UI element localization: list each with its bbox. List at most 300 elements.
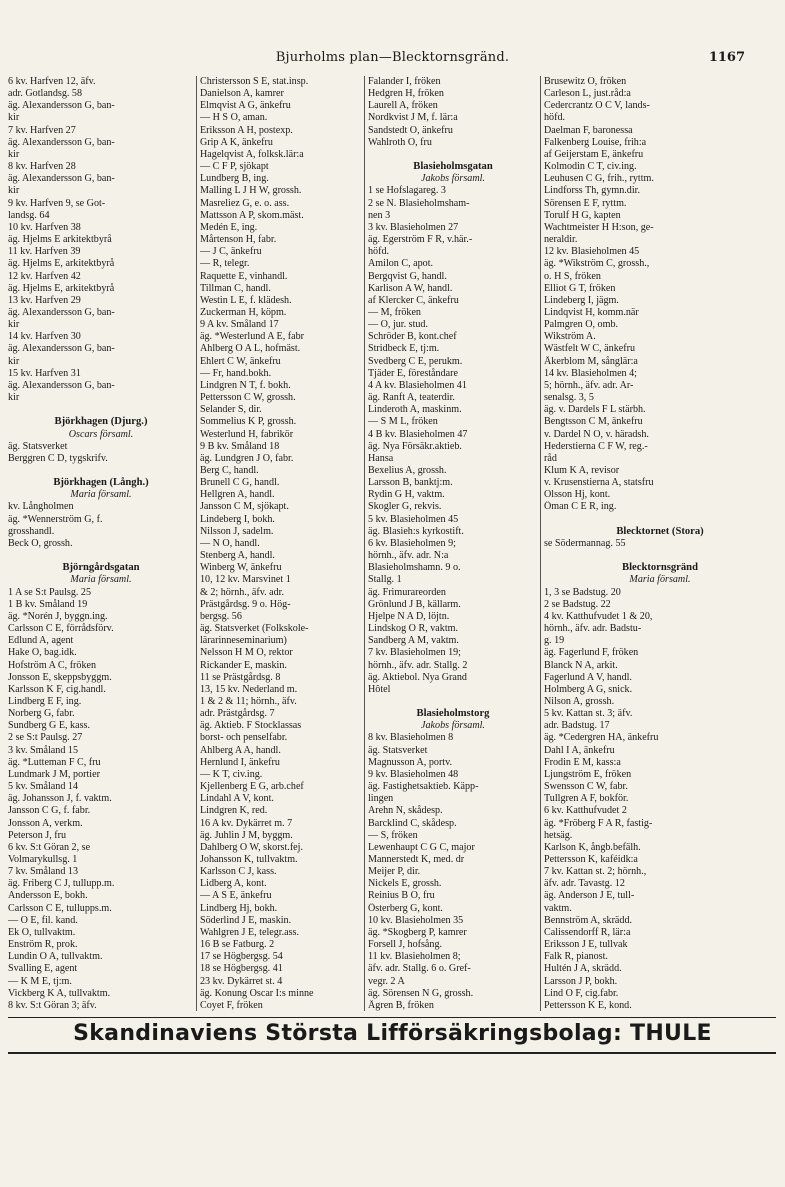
directory-entry: Stenberg A, handl. xyxy=(200,550,275,562)
directory-entry: Karlsson K F, cig.handl. xyxy=(8,683,106,695)
directory-entry: 2 se Badstug. 22 xyxy=(544,598,611,610)
directory-entry: Enström R, prok. xyxy=(8,939,78,951)
directory-entry: äg. *Wennerström G, f. xyxy=(8,513,103,525)
directory-entry: Lewenhaupt C G C, major xyxy=(368,841,475,853)
page-number: 1167 xyxy=(708,50,745,65)
directory-entry: Wahlgren J E, telegr.ass. xyxy=(200,926,299,938)
directory-entry: Beck O, grossh. xyxy=(8,537,73,549)
directory-entry: Hedgren H, fröken xyxy=(368,88,444,100)
directory-entry: Berg C, handl. xyxy=(200,465,259,476)
directory-entry: äg. Fastighetsaktieb. Käpp- xyxy=(368,781,479,793)
directory-entry: 8 kv. S:t Göran 3; äfv. xyxy=(8,999,97,1011)
parish-label: Oscars församl. xyxy=(68,428,134,440)
directory-entry: Hederstierna C F W, reg.- xyxy=(544,440,648,452)
directory-entry: — K T, civ.ing. xyxy=(200,768,263,780)
directory-entry: 1, 3 se Badstug. 20 xyxy=(544,586,621,598)
directory-column-3 xyxy=(368,76,538,1011)
directory-entry: äg. *Lutteman F C, fru xyxy=(8,756,101,768)
directory-entry: Stallg. 1 xyxy=(368,574,402,586)
directory-entry: 1 A se S:t Paulsg. 25 xyxy=(8,586,92,598)
directory-entry: äg. Alexandersson G, ban- xyxy=(8,306,115,318)
directory-entry: Sörensen E F, ryttm. xyxy=(544,197,627,209)
directory-entry: nen 3 xyxy=(368,209,391,221)
directory-entry: äg. Statsverket (Folkskole- xyxy=(200,623,309,635)
directory-entry: Hagelqvist A, folksk.lär:a xyxy=(200,148,304,160)
directory-entry: Holmberg A G, snick. xyxy=(544,683,633,695)
directory-entry: Swensson C W, fabr. xyxy=(544,781,628,793)
directory-entry: Lundberg B, ing. xyxy=(200,173,269,185)
directory-entry: neraldir. xyxy=(544,234,578,246)
directory-entry: vaktm. xyxy=(544,902,572,914)
directory-entry: 4 kv. Katthufvudet 1 & 20, xyxy=(544,610,653,622)
parish-label: Jakobs församl. xyxy=(421,720,485,732)
directory-entry: Arehn N, skådesp. xyxy=(368,805,443,817)
directory-entry: Pettersson C W, grossh. xyxy=(200,392,296,404)
directory-entry: 8 kv. Harfven 28 xyxy=(8,161,76,173)
directory-entry: Tullgren A F, bokför. xyxy=(544,793,629,805)
street-heading: Blecktornsgränd xyxy=(622,562,698,574)
directory-entry: Magnusson A, portv. xyxy=(368,756,453,768)
directory-entry: 9 B kv. Småland 18 xyxy=(200,440,280,452)
directory-entry: 6 kv. Harfven 12, äfv. xyxy=(8,76,96,87)
directory-entry: äg. Hjelms E arkitektbyrå xyxy=(8,234,112,246)
directory-entry: Tjäder E, föreståndare xyxy=(368,367,458,379)
directory-entry: bergsg. 56 xyxy=(200,610,242,622)
directory-entry: Jonsson E, skeppsbyggm. xyxy=(8,671,112,683)
directory-entry: kir xyxy=(8,148,20,160)
directory-entry: Rydin G H, vaktm. xyxy=(368,489,445,501)
directory-entry: Danielson A, kamrer xyxy=(200,88,284,100)
directory-entry: 11 kv. Blasieholmen 8; xyxy=(368,951,461,963)
directory-columns xyxy=(0,76,785,1011)
directory-entry: äg. *Norén J, byggn.ing. xyxy=(8,610,108,622)
directory-entry: 1 & 2 & 11; hörnh., äfv. xyxy=(200,695,297,707)
directory-entry: Olsson Hj, kont. xyxy=(544,489,611,501)
directory-entry: Mannerstedt K, med. dr xyxy=(368,854,465,865)
directory-entry: Meijer P, dir. xyxy=(368,866,421,878)
directory-entry: vegr. 2 A xyxy=(368,975,405,987)
directory-entry: 4 B kv. Blasieholmen 47 xyxy=(368,428,468,440)
advertisement-rule-bottom xyxy=(8,1052,776,1054)
directory-entry: 3 kv. Blasieholmen 27 xyxy=(368,221,459,233)
directory-entry: lingen xyxy=(368,793,394,805)
directory-entry: 9 A kv. Småland 17 xyxy=(200,319,279,331)
directory-entry: höfd. xyxy=(544,112,566,124)
directory-entry: Schröder B, kont.chef xyxy=(368,331,457,343)
directory-entry: 5 kv. Kattan st. 3; äfv. xyxy=(544,708,633,720)
directory-entry: Forsell J, hofsång. xyxy=(368,939,443,951)
directory-entry: Öman C E R, ing. xyxy=(544,501,617,513)
directory-entry: Pettersson K, kaféidk:a xyxy=(544,854,638,865)
directory-entry xyxy=(368,696,538,708)
directory-entry: Lindqvist H, komm.när xyxy=(544,306,639,318)
directory-entry: äg. Aktiebol. Nya Grand xyxy=(368,671,467,683)
directory-entry xyxy=(8,550,194,562)
directory-entry: Jonsson A, verkm. xyxy=(8,817,83,829)
directory-entry: hörnh., äfv. adr. Stallg. 2 xyxy=(368,659,468,671)
directory-entry: Kjellenberg E G, arb.chef xyxy=(200,781,304,793)
directory-entry: äfv. adr. Stallg. 6 o. Gref- xyxy=(368,963,471,975)
directory-entry: — S, fröken xyxy=(368,829,418,841)
column-divider xyxy=(196,76,197,1011)
directory-entry: äg. Alexandersson G, ban- xyxy=(8,343,115,355)
directory-entry: Coyet F, fröken xyxy=(200,999,263,1011)
directory-entry: äg. Hjelms E, arkitektbyrå xyxy=(8,282,115,294)
directory-entry: Bengtsson C M, änkefru xyxy=(544,416,643,428)
directory-entry: äg. Blasieh:s kyrkostift. xyxy=(368,525,464,537)
directory-entry: — O, jur. stud. xyxy=(368,319,429,331)
directory-entry: Cedercrantz O C V, lands- xyxy=(544,100,650,112)
directory-entry: Blanck N A, arkit. xyxy=(544,659,618,671)
directory-entry: 6 kv. Blasieholmen 9; xyxy=(368,537,456,549)
directory-entry: Lundmark J M, portier xyxy=(8,768,100,780)
directory-entry: Reinius B O, fru xyxy=(368,890,435,902)
directory-entry: 12 kv. Blasieholmen 45 xyxy=(544,246,640,258)
directory-entry: Svedberg C E, perukm. xyxy=(368,355,463,367)
directory-entry: Lindahl A V, kont. xyxy=(200,793,274,805)
directory-entry: Torulf H G, kapten xyxy=(544,209,621,221)
directory-entry: 10 kv. Harfven 38 xyxy=(8,221,81,233)
directory-entry: 16 A kv. Dykärret m. 7 xyxy=(200,817,293,829)
directory-entry: Carlsson C E, tullupps.m. xyxy=(8,902,112,914)
directory-entry: Sandberg A M, vaktm. xyxy=(368,635,459,647)
street-heading: Blasieholmsgatan xyxy=(413,161,493,173)
directory-entry: Wästfelt W C, änkefru xyxy=(544,343,636,355)
directory-entry: kir xyxy=(8,319,20,331)
directory-entry: Barcklind C, skådesp. xyxy=(368,817,457,829)
directory-entry: Wachtmeister H H:son, ge- xyxy=(544,221,654,233)
directory-entry: Elmqvist A G, änkefru xyxy=(200,100,291,112)
directory-entry: äg. Aktieb. F Stocklassas xyxy=(200,720,302,732)
directory-entry: äg. Egerström F R, v.här.- xyxy=(368,234,473,246)
directory-entry: Karlson K, ångb.befälh. xyxy=(544,841,641,853)
directory-entry: Karlison A W, handl. xyxy=(368,282,453,294)
directory-entry: Lind O F, cig.fabr. xyxy=(544,987,619,999)
directory-entry: 13, 15 kv. Nederland m. xyxy=(200,683,298,695)
directory-entry: Grip A K, änkefru xyxy=(200,136,273,148)
directory-column-4 xyxy=(544,76,776,1011)
parish-label: Maria församl. xyxy=(70,574,132,586)
directory-entry: — R, telegr. xyxy=(200,258,250,270)
directory-entry: Karlsson C J, kass. xyxy=(200,866,277,878)
directory-entry: 1 se Hofslagareg. 3 xyxy=(368,185,446,197)
directory-entry: 2 se N. Blasieholmsham- xyxy=(368,197,470,209)
directory-entry: g. 19 xyxy=(544,635,565,647)
directory-column-2 xyxy=(200,76,362,1011)
directory-entry: kir xyxy=(8,392,20,404)
directory-entry: äg. Alexandersson G, ban- xyxy=(8,173,115,185)
directory-entry: Berggren C D, tygskrifv. xyxy=(8,452,108,464)
directory-entry: Sandstedt O, änkefru xyxy=(368,124,453,136)
directory-entry: Jansson C M, sjökapt. xyxy=(200,501,289,513)
directory-entry: äg. Sörensen N G, grossh. xyxy=(368,987,474,999)
directory-entry: Söderlind J E, maskin. xyxy=(200,914,292,926)
directory-entry: — M, fröken xyxy=(368,306,421,318)
directory-entry: 10, 12 kv. Marsvinet 1 xyxy=(200,574,291,586)
directory-entry: Svalling E, agent xyxy=(8,963,78,975)
directory-entry: 5 kv. Blasieholmen 45 xyxy=(368,513,459,525)
directory-entry: Grönlund J B, källarm. xyxy=(368,598,461,610)
directory-entry: äfv. adr. Tavastg. 12 xyxy=(544,878,625,890)
directory-entry: & 2; hörnh., äfv. adr. xyxy=(200,586,285,598)
directory-entry: Edlund A, agent xyxy=(8,635,74,647)
directory-entry: äg. Hjelms E, arkitektbyrå xyxy=(8,258,115,270)
directory-entry: äg. *Wikström C, grossh., xyxy=(544,258,650,270)
directory-entry: v. Krusenstierna A, statsfru xyxy=(544,477,654,489)
directory-entry: Falkenberg Louise, frih:a xyxy=(544,136,647,148)
directory-entry: Vickberg K A, tullvaktm. xyxy=(8,987,111,999)
directory-entry: — S M L, fröken xyxy=(368,416,438,428)
directory-entry: äg. *Fröberg F A R, fastig- xyxy=(544,817,653,829)
directory-entry: 7 kv. Blasieholmen 19; xyxy=(368,647,461,659)
directory-entry: 17 se Högbergsg. 54 xyxy=(200,951,283,963)
directory-entry: äg. *Cedergren HA, änkefru xyxy=(544,732,659,744)
directory-entry: 15 kv. Harfven 31 xyxy=(8,367,81,379)
directory-entry: Bergqvist G, handl. xyxy=(368,270,447,282)
directory-entry xyxy=(368,149,538,161)
parish-label: Maria församl. xyxy=(629,574,691,586)
directory-entry: Fagerlund A V, handl. xyxy=(544,671,632,683)
directory-entry: Larsson J P, bokh. xyxy=(544,975,618,987)
directory-entry: 5 kv. Småland 14 xyxy=(8,781,78,793)
directory-entry: Tillman C, handl. xyxy=(200,282,271,294)
directory-entry: o. H S, fröken xyxy=(544,270,601,282)
street-heading: Blecktornet (Stora) xyxy=(616,525,704,537)
street-heading: Björkhagen (Långh.) xyxy=(53,477,149,489)
directory-entry: Frodin E M, kass:a xyxy=(544,756,621,768)
directory-entry: Westin L E, f. klädesh. xyxy=(200,294,292,306)
directory-entry: Åkerblom M, sånglär:a xyxy=(544,355,638,367)
directory-entry: 9 kv. Harfven 9, se Got- xyxy=(8,197,106,209)
directory-entry: Daelman F, baronessa xyxy=(544,124,633,136)
directory-entry: adr. Prästgårdsg. 7 xyxy=(200,708,275,720)
directory-entry: Nordkvist J M, f. lär:a xyxy=(368,112,458,124)
street-heading: Blasieholmstorg xyxy=(416,708,490,720)
directory-entry: Palmgren O, omb. xyxy=(544,319,619,331)
directory-entry: Falk R, pianost. xyxy=(544,951,608,963)
directory-entry: Prästgårdsg. 9 o. Hög- xyxy=(200,598,291,610)
directory-entry: äg. *Skogberg P, kamrer xyxy=(368,926,467,938)
directory-entry: — O E, fil. kand. xyxy=(8,914,78,926)
directory-entry: Lidberg A, kont. xyxy=(200,878,267,890)
directory-entry: 12 kv. Harfven 42 xyxy=(8,270,81,282)
directory-entry: äg. Konung Oscar I:s minne xyxy=(200,987,314,999)
directory-entry: Hjelpe N A D, löjtn. xyxy=(368,610,450,622)
directory-entry: Lindeberg I, bokh. xyxy=(200,513,275,525)
directory-entry: Bennström A, skrädd. xyxy=(544,914,633,926)
directory-entry: 3 kv. Småland 15 xyxy=(8,744,78,756)
directory-entry: Ågren B, fröken xyxy=(368,999,434,1011)
directory-entry: kir xyxy=(8,355,20,367)
directory-entry: äg. Alexandersson G, ban- xyxy=(8,379,115,391)
directory-entry: Amilon C, apot. xyxy=(368,258,434,270)
directory-entry: Bexelius A, grossh. xyxy=(368,465,447,476)
directory-entry xyxy=(544,514,776,526)
directory-entry: Zuckerman H, köpm. xyxy=(200,306,287,318)
directory-entry: äg. Juhlin J M, byggm. xyxy=(200,829,293,841)
directory-entry: Klum K A, revisor xyxy=(544,465,620,476)
directory-entry: Medén E, ing. xyxy=(200,221,258,233)
directory-entry: Wikström A. xyxy=(544,331,596,343)
directory-entry: Hake O, bag.idk. xyxy=(8,647,77,659)
parish-label: Jakobs församl. xyxy=(421,173,485,185)
directory-entry: Linderoth A, maskinm. xyxy=(368,404,462,416)
directory-entry: Ahlberg A A, handl. xyxy=(200,744,281,756)
column-divider xyxy=(364,76,365,1011)
directory-entry: hetsäg. xyxy=(544,829,573,841)
directory-entry: Hellgren A, handl. xyxy=(200,489,275,501)
directory-entry: — H S O, aman. xyxy=(200,112,268,124)
directory-entry: v. Dardel N O, v. häradsh. xyxy=(544,428,649,440)
directory-entry: Falander I, fröken xyxy=(368,76,441,87)
directory-entry: se Södermannag. 55 xyxy=(544,537,626,549)
directory-entry: Lindgren K, red. xyxy=(200,805,268,817)
parish-label: Maria församl. xyxy=(70,489,132,501)
directory-entry: Lundin O A, tullvaktm. xyxy=(8,951,103,963)
directory-entry: Stridbeck E, tj:m. xyxy=(368,343,440,355)
directory-entry: 7 kv. Kattan st. 2; hörnh., xyxy=(544,866,647,878)
directory-entry: Raquette E, vinhandl. xyxy=(200,270,288,282)
directory-entry: hörnh., äfv. adr. Badstu- xyxy=(544,623,642,635)
directory-entry xyxy=(8,465,194,477)
directory-entry: Pettersson K E, kond. xyxy=(544,999,632,1011)
directory-entry: Masreliez G, e. o. ass. xyxy=(200,197,290,209)
directory-entry: äg. v. Dardels F L stärbh. xyxy=(544,404,646,416)
directory-entry: Kolmodin C T, civ.ing. xyxy=(544,161,637,173)
directory-entry: Brunell C G, handl. xyxy=(200,477,280,489)
directory-entry: Nilson A, grossh. xyxy=(544,695,615,707)
directory-entry: Johansson K, tullvaktm. xyxy=(200,854,298,865)
directory-column-1 xyxy=(8,76,194,1011)
directory-entry: 11 kv. Harfven 39 xyxy=(8,246,81,258)
directory-entry: Carleson L, just.råd:a xyxy=(544,88,631,100)
directory-entry: af Geijerstam E, änkefru xyxy=(544,148,644,160)
directory-entry: Larsson B, banktj:m. xyxy=(368,477,453,489)
directory-entry: äg. Lundgren J O, fabr. xyxy=(200,452,294,464)
directory-entry: — N O, handl. xyxy=(200,537,260,549)
directory-entry: Eriksson A H, postexp. xyxy=(200,124,293,136)
directory-entry: borst- och penselfabr. xyxy=(200,732,288,744)
directory-entry: 16 B se Fatburg. 2 xyxy=(200,939,275,951)
directory-entry: äg. Statsverket xyxy=(368,744,428,756)
directory-entry: 6 kv. S:t Göran 2, se xyxy=(8,841,91,853)
directory-entry: Selander S, dir. xyxy=(200,404,262,416)
directory-entry: Hôtel xyxy=(368,683,391,695)
page-title: Bjurholms plan—Blecktornsgränd. xyxy=(275,50,510,65)
directory-entry: äg. Frimurareorden xyxy=(368,586,446,598)
directory-entry: Sundberg G E, kass. xyxy=(8,720,90,732)
directory-entry: Nickels E, grossh. xyxy=(368,878,442,890)
directory-entry: Lindgren N T, f. bokh. xyxy=(200,379,291,391)
directory-entry: äg. Johansson J, f. vaktm. xyxy=(8,793,112,805)
directory-entry: adr. Badstug. 17 xyxy=(544,720,610,732)
directory-entry: landsg. 64 xyxy=(8,209,50,221)
directory-entry: — C F P, sjökapt xyxy=(200,161,269,173)
directory-entry: 7 kv. Småland 13 xyxy=(8,866,78,878)
directory-entry: 14 kv. Blasieholmen 4; xyxy=(544,367,637,379)
directory-entry: — A S E, änkefru xyxy=(200,890,272,902)
directory-entry: Ek O, tullvaktm. xyxy=(8,926,76,938)
directory-entry: Österberg G, kont. xyxy=(368,902,443,914)
directory-entry: 6 kv. Katthufvudet 2 xyxy=(544,805,627,817)
directory-entry: hörnh., äfv. adr. N:a xyxy=(368,550,449,562)
directory-entry: — Fr, hand.bokh. xyxy=(200,367,272,379)
directory-entry: Nilsson J, sadelm. xyxy=(200,525,274,537)
directory-entry: råd xyxy=(544,452,557,464)
directory-entry: Rickander E, maskin. xyxy=(200,659,287,671)
directory-entry: Volmarykullsg. 1 xyxy=(8,854,78,865)
directory-entry: äg. Statsverket xyxy=(8,440,68,452)
directory-entry: 1 B kv. Småland 19 xyxy=(8,598,88,610)
directory-entry: Mattsson A P, skom.mäst. xyxy=(200,209,304,221)
directory-entry: 23 kv. Dykärret st. 4 xyxy=(200,975,283,987)
street-heading: Björngårdsgatan xyxy=(62,562,140,574)
directory-entry: kv. Långholmen xyxy=(8,501,74,513)
directory-entry: Nelsson H M O, rektor xyxy=(200,647,293,659)
directory-entry: Jansson C G, f. fabr. xyxy=(8,805,91,817)
directory-entry: äg. Nya Försäkr.aktieb. xyxy=(368,440,462,452)
advertisement-rule-top xyxy=(8,1017,776,1018)
directory-entry: kir xyxy=(8,112,20,124)
directory-entry: Lindberg E F, ing. xyxy=(8,695,82,707)
directory-entry: Andersson E, bokh. xyxy=(8,890,88,902)
directory-entry: 9 kv. Blasieholmen 48 xyxy=(368,768,459,780)
directory-entry: Hernlund I, änkefru xyxy=(200,756,280,768)
directory-entry: Dahlberg O W, skorst.fej. xyxy=(200,841,303,853)
directory-entry: äg. Fagerlund F, fröken xyxy=(544,647,639,659)
directory-entry: Ahlberg O A L, hofmäst. xyxy=(200,343,301,355)
directory-entry: 5; hörnh., äfv. adr. Ar- xyxy=(544,379,634,391)
directory-entry: Laurell A, fröken xyxy=(368,100,438,112)
directory-entry: Lindforss Th, gymn.dir. xyxy=(544,185,640,197)
directory-entry: 8 kv. Blasieholmen 8 xyxy=(368,732,454,744)
directory-entry: Carlsson C E, förrådsförv. xyxy=(8,623,114,635)
directory-entry: 2 se S:t Paulsg. 27 xyxy=(8,732,83,744)
column-divider xyxy=(540,76,541,1011)
directory-entry: äg. Alexandersson G, ban- xyxy=(8,136,115,148)
directory-entry: äg. Alexandersson G, ban- xyxy=(8,100,115,112)
directory-entry: grosshandl. xyxy=(8,525,55,537)
directory-entry: Hansa xyxy=(368,452,394,464)
directory-entry: — K M E, tj:m. xyxy=(8,975,72,987)
directory-entry: 13 kv. Harfven 29 xyxy=(8,294,81,306)
advertisement-banner: Skandinaviens Största Lifförsäkringsbolag: THULE xyxy=(73,1021,712,1046)
directory-entry: 4 A kv. Blasieholmen 41 xyxy=(368,379,467,391)
directory-entry: Eriksson J E, tullvak xyxy=(544,939,628,951)
directory-entry: Hofström A C, fröken xyxy=(8,659,97,671)
directory-entry: Norberg G, fabr. xyxy=(8,708,75,720)
directory-entry: äg. Ranft A, teaterdir. xyxy=(368,392,455,404)
directory-entry: Lindeberg I, jägm. xyxy=(544,294,619,306)
directory-entry: af Klercker C, änkefru xyxy=(368,294,459,306)
directory-entry: Calissendorff R, lär:a xyxy=(544,926,631,938)
directory-entry: höfd. xyxy=(368,246,390,258)
directory-entry xyxy=(8,404,194,416)
directory-entry: 7 kv. Harfven 27 xyxy=(8,124,76,136)
directory-entry: Lindskog O R, vaktm. xyxy=(368,623,459,635)
page-header xyxy=(0,50,785,70)
directory-entry: Winberg W, änkefru xyxy=(200,562,282,574)
directory-entry: Dahl I A, änkefru xyxy=(544,744,615,756)
directory-entry: Ljungström E, fröken xyxy=(544,768,632,780)
directory-entry: Westerlund H, fabrikör xyxy=(200,428,294,440)
directory-entry: 10 kv. Blasieholmen 35 xyxy=(368,914,464,926)
directory-entry xyxy=(544,550,776,562)
directory-entry: Ehlert C W, änkefru xyxy=(200,355,281,367)
directory-entry: 18 se Högbergsg. 41 xyxy=(200,963,283,975)
directory-entry: Elliot G T, fröken xyxy=(544,282,616,294)
directory-entry: Christersson S E, stat.insp. xyxy=(200,76,309,87)
